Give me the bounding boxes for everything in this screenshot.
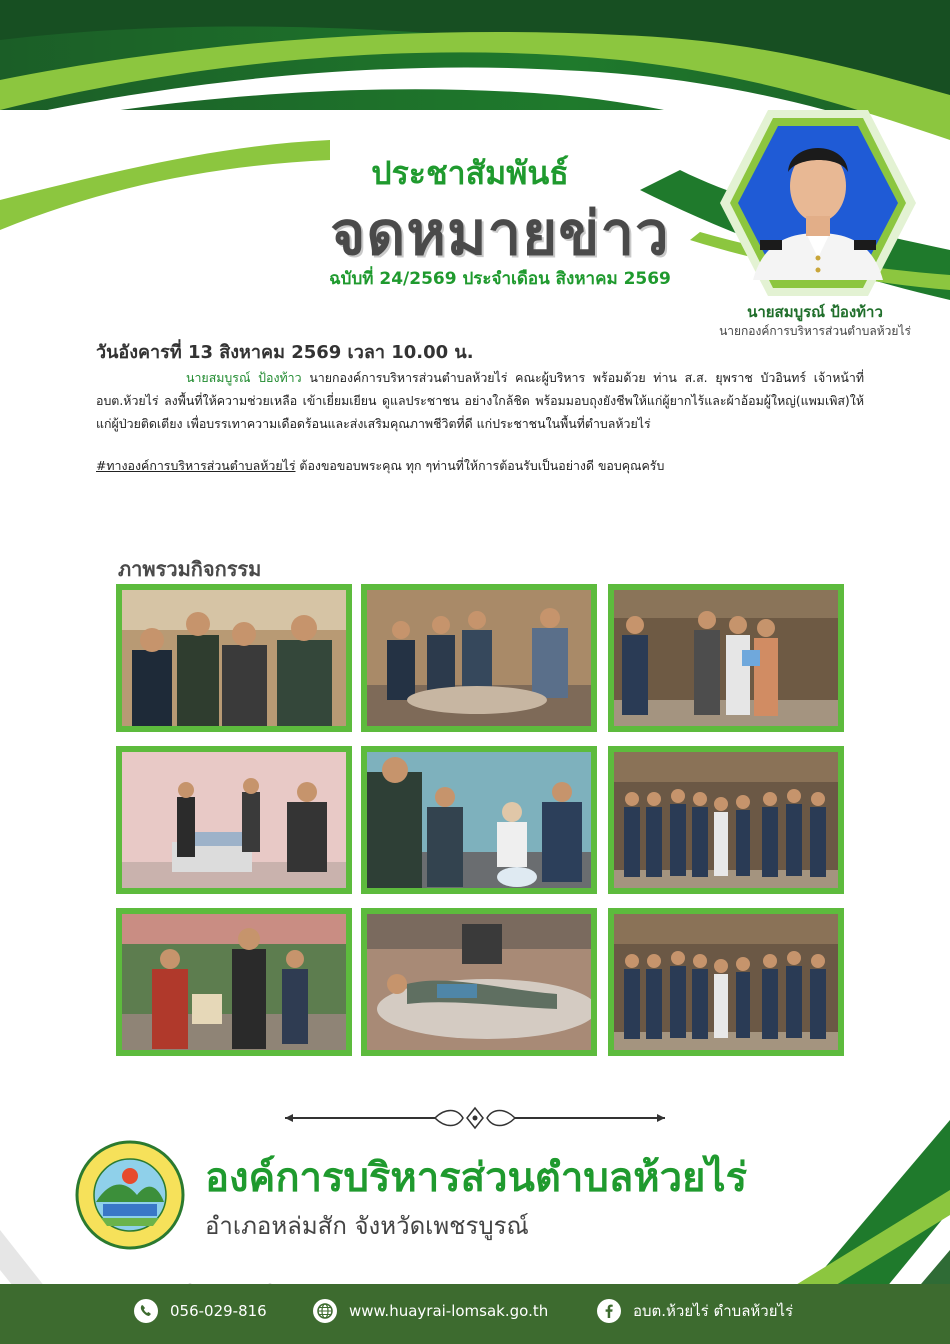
photo-1-image <box>122 590 346 726</box>
footer-phone[interactable] <box>134 1296 267 1326</box>
photo-4-image <box>122 752 346 888</box>
phone-icon <box>134 1299 158 1323</box>
photo-2-image <box>367 590 591 726</box>
facebook-text: อบต.ห้วยไร่ ตำบลห้วยไร่ <box>633 1302 794 1320</box>
gallery-photo-4[interactable] <box>116 746 352 894</box>
ornament-divider <box>285 1106 665 1130</box>
article-thanks <box>96 457 876 476</box>
gallery-photo-3[interactable] <box>608 584 844 732</box>
article-body-text: นายกองค์การบริหารส่วนตำบลห้วยไร่ คณะผู้บริหาร พร้อมด้วย ท่าน ส.ส. ยุพราช บัวอินทร์ เจ้าหน้าที่ อบต.ห้วยไร่ ลงพื้นที่ให้ความช่วยเหลือ เข้าเยี่ยมเยียน ดูแลประชาชน อย่างใกล้ชิด พร้อมมอบถุงยังชีพให้แก่ผู้ยากไร้และผ้าอ้อมผู้ใหญ่(แพมเพิส)ให้แก่ผู้ป่วยติดเตียง เพื่อบรรเทาความเดือดร้อนและส่งเสริมคุณภาพชีวิตที่ดี แก่ประชาชนในพื้นที่ตำบลห้วยไร่ <box>96 370 865 431</box>
gallery-photo-1[interactable] <box>116 584 352 732</box>
org-address: อำเภอหล่มสัก จังหวัดเพชรบูรณ์ <box>205 1212 529 1240</box>
org-name: องค์การบริหารส่วนตำบลห้วยไร่ <box>205 1155 748 1201</box>
facebook-icon <box>597 1299 621 1323</box>
header-title: จดหมายข่าว <box>330 199 670 269</box>
org-seal-logo <box>75 1140 185 1250</box>
photo-7-image <box>122 914 346 1050</box>
gallery-photo-7[interactable] <box>116 908 352 1056</box>
gallery-photo-9[interactable] <box>608 908 844 1056</box>
issue-line: ฉบับที่ 24/2569 ประจำเดือน สิงหาคม 2569 <box>329 269 671 289</box>
mayor-name: นายสมบูรณ์ ป้องท้าว <box>747 303 883 321</box>
photo-8-image <box>367 914 591 1050</box>
footer-website[interactable] <box>313 1296 548 1326</box>
article-lead-name: นายสมบูรณ์ ป้องท้าว <box>186 370 302 385</box>
gallery-photo-2[interactable] <box>361 584 597 732</box>
gallery-title: ภาพรวมกิจกรรม <box>118 557 262 581</box>
gallery-photo-6[interactable] <box>608 746 844 894</box>
article-date: วันอังคารที่ 13 สิงหาคม 2569 เวลา 10.00 น. <box>96 342 474 363</box>
gallery-photo-8[interactable] <box>361 908 597 1056</box>
website-text: www.huayrai-lomsak.go.th <box>349 1302 549 1320</box>
mayor-portrait <box>718 108 918 298</box>
photo-3-image <box>614 590 838 726</box>
photo-9-image <box>614 914 838 1050</box>
phone-text: 056-029-816 <box>170 1302 267 1320</box>
photo-6-image <box>614 752 838 888</box>
article-body <box>96 366 864 435</box>
photo-5-image <box>367 752 591 888</box>
thanks-text: ต้องขอขอบพระคุณ ทุก ๆท่านที่ให้การต้อนรับเป็นอย่างดี ขอบคุณครับ <box>295 458 665 473</box>
gallery-photo-5[interactable] <box>361 746 597 894</box>
mayor-position: นายกองค์การบริหารส่วนตำบลห้วยไร่ <box>719 324 911 338</box>
globe-icon <box>313 1299 337 1323</box>
footer-facebook[interactable] <box>597 1296 793 1326</box>
header-subtitle: ประชาสัมพันธ์ <box>371 154 569 192</box>
hashtag-link[interactable]: #ทางองค์การบริหารส่วนตำบลห้วยไร่ <box>96 458 296 473</box>
